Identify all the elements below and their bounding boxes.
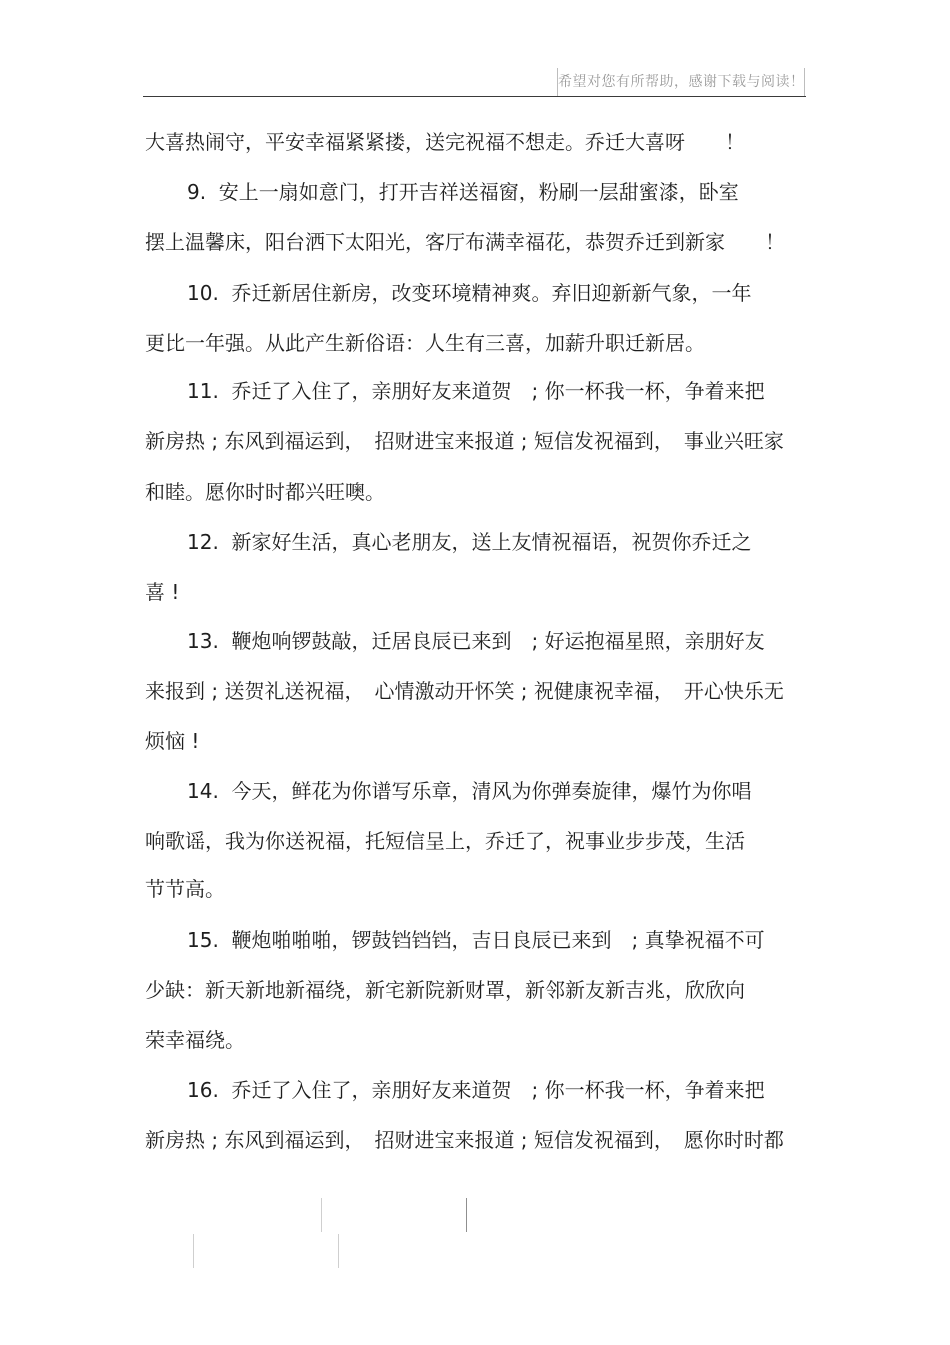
text-line: 16. 乔迁了入住了，亲朋好友来道贺 ; 你一杯我一杯，争着来把 xyxy=(187,1078,765,1102)
table-border-fragment xyxy=(193,1234,194,1268)
header-divider xyxy=(143,96,806,97)
table-border-fragment xyxy=(321,1198,322,1232)
text-line: 响歌谣，我为你送祝福，托短信呈上，乔迁了，祝事业步步茂，生活 xyxy=(145,829,745,853)
text-line: 和睦。愿你时时都兴旺噢。 xyxy=(145,480,385,504)
text-line: 15. 鞭炮啪啪啪，锣鼓铛铛铛，吉日良辰已来到 ; 真挚祝福不可 xyxy=(187,928,765,952)
text-line: 烦恼 ! xyxy=(145,729,200,753)
table-border-fragment xyxy=(338,1234,339,1268)
header-note: 希望对您有所帮助，感谢下载与阅读！ xyxy=(557,68,805,96)
text-line: 来报到 ; 送贺礼送祝福， 心情激动开怀笑 ; 祝健康祝幸福， 开心快乐无 xyxy=(145,679,784,703)
text-line: 喜 ! xyxy=(145,580,180,604)
text-line: 14. 今天，鲜花为你谱写乐章，清风为你弹奏旋律，爆竹为你唱 xyxy=(187,779,752,803)
text-line: 11. 乔迁了入住了，亲朋好友来道贺 ; 你一杯我一杯，争着来把 xyxy=(187,379,765,403)
text-line: 9. 安上一扇如意门，打开吉祥送福窗，粉刷一层甜蜜漆，卧室 xyxy=(187,180,739,204)
text-line: 大喜热闹守，平安幸福紧紧搂，送完祝福不想走。乔迁大喜呀 ！ xyxy=(145,130,745,154)
text-line: 10. 乔迁新居住新房，改变环境精神爽。弃旧迎新新气象，一年 xyxy=(187,281,752,305)
text-line: 新房热 ; 东风到福运到， 招财进宝来报道 ; 短信发祝福到， 事业兴旺家 xyxy=(145,429,784,453)
text-line: 新房热 ; 东风到福运到， 招财进宝来报道 ; 短信发祝福到， 愿你时时都 xyxy=(145,1128,784,1152)
text-line: 12. 新家好生活，真心老朋友，送上友情祝福语，祝贺你乔迁之 xyxy=(187,530,752,554)
table-border-fragment xyxy=(466,1198,467,1232)
text-line: 少缺：新天新地新福绕，新宅新院新财罩，新邻新友新吉兆，欣欣向 xyxy=(145,978,745,1002)
text-line: 更比一年强。从此产生新俗语：人生有三喜，加薪升职迁新居。 xyxy=(145,331,705,355)
text-line: 节节高。 xyxy=(145,877,225,901)
text-line: 荣幸福绕。 xyxy=(145,1028,245,1052)
text-line: 13. 鞭炮响锣鼓敲，迁居良辰已来到 ; 好运抱福星照，亲朋好友 xyxy=(187,629,765,653)
text-line: 摆上温馨床，阳台洒下太阳光，客厅布满幸福花，恭贺乔迁到新家 ！ xyxy=(145,230,785,254)
